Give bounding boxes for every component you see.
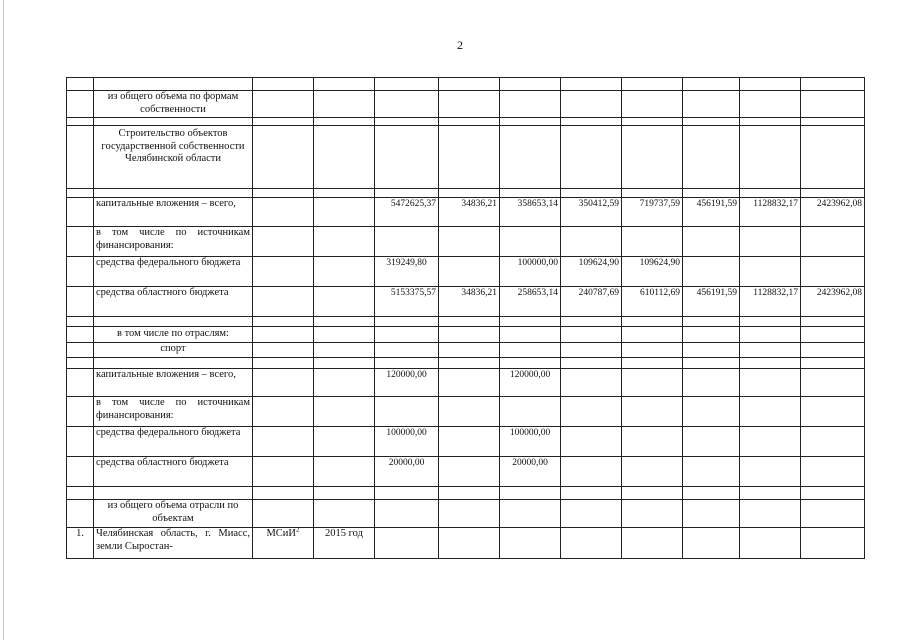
table-row	[67, 427, 865, 457]
table-row	[67, 343, 865, 358]
row-label-regional: средства областного бюджета	[94, 457, 253, 487]
cell-value: 456191,59	[683, 198, 740, 227]
cell-value: 5472625,37	[375, 198, 439, 227]
cell-value: 20000,00	[375, 457, 439, 487]
cell-value	[439, 257, 500, 287]
table-row	[67, 126, 865, 189]
agency-cell	[253, 528, 314, 559]
table-row	[67, 227, 865, 257]
row-label-regional: средства областного бюджета	[94, 287, 253, 317]
cell-value: 610112,69	[622, 287, 683, 317]
table-row	[67, 397, 865, 427]
cell-value: 109624,90	[561, 257, 622, 287]
row-index: 1.	[67, 528, 94, 559]
row-label-capital: капитальные вложения – всего,	[94, 369, 253, 397]
table-row	[67, 358, 865, 369]
cell-value: 20000,00	[500, 457, 561, 487]
row-label-capital: капитальные вложения – всего,	[94, 198, 253, 227]
object-name: Челябинская область, г. Миасс, земли Сыростан-	[94, 528, 253, 559]
cell-value: 34836,21	[439, 198, 500, 227]
table-row	[67, 369, 865, 397]
table-row	[67, 91, 865, 118]
table-row	[67, 317, 865, 327]
investment-table	[66, 77, 865, 559]
table-row	[67, 327, 865, 343]
cell-value: 120000,00	[375, 369, 439, 397]
table-row	[67, 189, 865, 198]
table-row	[67, 257, 865, 287]
cell-value: 1128832,17	[740, 198, 801, 227]
cell-value: 100000,00	[500, 257, 561, 287]
cell-value: 120000,00	[500, 369, 561, 397]
cell-value: 358653,14	[500, 198, 561, 227]
page-number: 2	[457, 38, 463, 52]
row-label-incl-sources: в том числе по источникам финансирования:	[94, 227, 253, 257]
page-left-edge	[3, 0, 4, 640]
table-row	[67, 118, 865, 126]
cell-value: 2423962,08	[801, 287, 865, 317]
table-row	[67, 78, 865, 91]
row-label-incl-sources: в том числе по источникам финансирования:	[94, 397, 253, 427]
cell-value	[439, 369, 500, 397]
cell-value: 2423962,08	[801, 198, 865, 227]
cell-value: 1128832,17	[740, 287, 801, 317]
row-label-federal: средства федерального бюджета	[94, 427, 253, 457]
cell-value: 109624,90	[622, 257, 683, 287]
agency-footnote: 2	[296, 527, 300, 534]
section-heading-by-ownership: из общего объема по формам собственности	[94, 91, 253, 118]
cell-value	[801, 257, 865, 287]
cell-value	[740, 257, 801, 287]
cell-value: 100000,00	[500, 427, 561, 457]
cell-value: 100000,00	[375, 427, 439, 457]
table-row	[67, 198, 865, 227]
table-row	[67, 528, 865, 559]
cell-value: 240787,69	[561, 287, 622, 317]
section-heading-sport: спорт	[94, 343, 253, 358]
cell-value: 456191,59	[683, 287, 740, 317]
section-heading-construction: Строительство объектов государственной собственности Челябинской области	[94, 126, 253, 189]
cell-value: 350412,59	[561, 198, 622, 227]
table-row	[67, 457, 865, 487]
object-year: 2015 год	[314, 528, 375, 559]
cell-value: 258653,14	[500, 287, 561, 317]
section-heading-by-objects: из общего объема отрасли по объектам	[94, 500, 253, 528]
cell-value: 719737,59	[622, 198, 683, 227]
cell-value: 319249,80	[375, 257, 439, 287]
cell-value: 5153375,57	[375, 287, 439, 317]
cell-value: 34836,21	[439, 287, 500, 317]
section-heading-by-industry: в том числе по отраслям:	[94, 327, 253, 343]
cell-value	[683, 257, 740, 287]
row-label-federal: средства федерального бюджета	[94, 257, 253, 287]
table-row	[67, 500, 865, 528]
table-row	[67, 487, 865, 500]
table-row	[67, 287, 865, 317]
agency-name: МСиИ	[266, 528, 297, 539]
